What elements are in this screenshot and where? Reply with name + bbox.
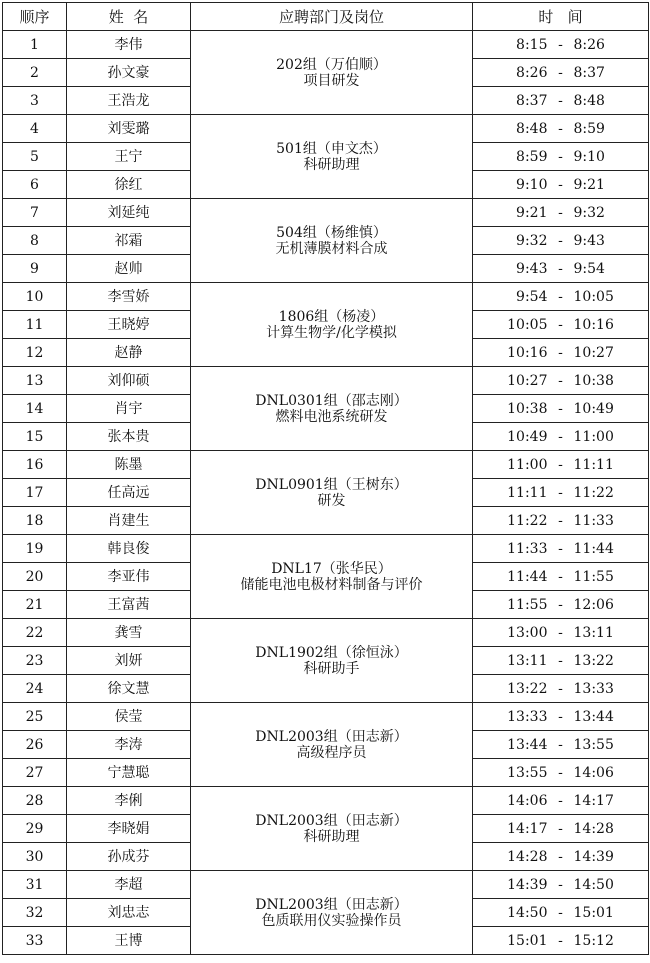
table-row xyxy=(3,31,649,59)
time-end: 10:38 xyxy=(573,372,614,389)
cell-seq: 12 xyxy=(3,339,67,367)
cell-time xyxy=(473,87,649,115)
cell-time xyxy=(473,255,649,283)
cell-seq: 18 xyxy=(3,507,67,535)
cell-time xyxy=(473,171,649,199)
time-end: 9:43 xyxy=(573,232,605,249)
table-row xyxy=(3,787,649,815)
cell-time xyxy=(473,283,649,311)
time-start: 10:27 xyxy=(507,372,548,389)
time-separator: - xyxy=(558,120,563,137)
cell-seq: 26 xyxy=(3,731,67,759)
cell-department xyxy=(191,451,473,535)
cell-name: 王晓婷 xyxy=(67,311,191,339)
cell-time xyxy=(473,899,649,927)
department-post: 色质联用仪实验操作员 xyxy=(261,912,402,929)
department-post: 科研助手 xyxy=(303,660,360,677)
cell-name: 刘延纯 xyxy=(67,199,191,227)
time-start: 15:01 xyxy=(507,932,548,949)
cell-seq: 10 xyxy=(3,283,67,311)
table-row xyxy=(3,703,649,731)
cell-time xyxy=(473,787,649,815)
department-post: 高级程序员 xyxy=(296,744,367,761)
time-start: 14:06 xyxy=(507,792,548,809)
department-post: 计算生物学/化学模拟 xyxy=(266,324,397,341)
cell-time xyxy=(473,759,649,787)
cell-seq: 15 xyxy=(3,423,67,451)
time-end: 13:22 xyxy=(573,652,614,669)
time-separator: - xyxy=(558,680,563,697)
time-end: 13:33 xyxy=(573,680,614,697)
time-end: 11:00 xyxy=(573,428,614,445)
cell-department xyxy=(191,367,473,451)
time-start: 13:44 xyxy=(507,736,548,753)
time-start: 11:44 xyxy=(507,568,548,585)
cell-seq: 31 xyxy=(3,871,67,899)
cell-name: 张本贵 xyxy=(67,423,191,451)
cell-seq: 7 xyxy=(3,199,67,227)
time-start: 13:11 xyxy=(507,652,548,669)
cell-seq: 29 xyxy=(3,815,67,843)
time-end: 13:44 xyxy=(573,708,614,725)
time-end: 10:16 xyxy=(573,316,614,333)
cell-time xyxy=(473,871,649,899)
cell-seq: 3 xyxy=(3,87,67,115)
time-end: 10:27 xyxy=(573,344,614,361)
time-start: 13:00 xyxy=(507,624,548,641)
cell-name: 刘忠志 xyxy=(67,899,191,927)
time-end: 14:28 xyxy=(573,820,614,837)
cell-name: 肖宇 xyxy=(67,395,191,423)
cell-name: 王博 xyxy=(67,927,191,955)
cell-time xyxy=(473,619,649,647)
time-start: 14:39 xyxy=(507,876,548,893)
table-row xyxy=(3,115,649,143)
time-separator: - xyxy=(558,652,563,669)
cell-seq: 9 xyxy=(3,255,67,283)
time-end: 15:12 xyxy=(573,932,614,949)
cell-name: 刘雯璐 xyxy=(67,115,191,143)
cell-seq: 5 xyxy=(3,143,67,171)
time-separator: - xyxy=(558,568,563,585)
time-end: 14:50 xyxy=(573,876,614,893)
time-end: 8:48 xyxy=(573,92,605,109)
time-end: 14:39 xyxy=(573,848,614,865)
cell-time xyxy=(473,115,649,143)
time-separator: - xyxy=(558,176,563,193)
time-separator: - xyxy=(558,708,563,725)
time-separator: - xyxy=(558,764,563,781)
cell-time xyxy=(473,199,649,227)
cell-time xyxy=(473,731,649,759)
cell-seq: 22 xyxy=(3,619,67,647)
cell-time xyxy=(473,59,649,87)
time-end: 12:06 xyxy=(573,596,614,613)
cell-department xyxy=(191,871,473,955)
time-separator: - xyxy=(558,148,563,165)
cell-seq: 21 xyxy=(3,591,67,619)
table-row xyxy=(3,283,649,311)
time-end: 14:17 xyxy=(573,792,614,809)
cell-seq: 32 xyxy=(3,899,67,927)
department-group: 202组（万伯顺） xyxy=(276,56,387,73)
cell-time xyxy=(473,227,649,255)
table-header xyxy=(3,3,649,31)
time-start: 11:11 xyxy=(507,484,548,501)
department-group: DNL2003组（田志新） xyxy=(255,896,408,913)
time-end: 10:49 xyxy=(573,400,614,417)
cell-department xyxy=(191,283,473,367)
interview-schedule-table xyxy=(2,2,649,955)
department-post: 燃料电池系统研发 xyxy=(275,408,388,425)
time-separator: - xyxy=(558,260,563,277)
department-group: DNL0901组（王树东） xyxy=(255,476,408,493)
time-separator: - xyxy=(558,204,563,221)
cell-name: 李俐 xyxy=(67,787,191,815)
time-end: 8:26 xyxy=(573,36,605,53)
cell-seq: 11 xyxy=(3,311,67,339)
cell-seq: 30 xyxy=(3,843,67,871)
cell-name: 任高远 xyxy=(67,479,191,507)
time-separator: - xyxy=(558,904,563,921)
time-end: 11:44 xyxy=(573,540,614,557)
cell-seq: 33 xyxy=(3,927,67,955)
time-start: 11:55 xyxy=(507,596,548,613)
cell-seq: 19 xyxy=(3,535,67,563)
department-post: 储能电池电极材料制备与评价 xyxy=(240,576,423,593)
cell-seq: 16 xyxy=(3,451,67,479)
department-post: 项目研发 xyxy=(303,72,360,89)
time-separator: - xyxy=(558,876,563,893)
cell-seq: 14 xyxy=(3,395,67,423)
department-group: DNL2003组（田志新） xyxy=(255,728,408,745)
time-start: 9:32 xyxy=(516,232,548,249)
cell-department xyxy=(191,787,473,871)
time-start: 9:21 xyxy=(516,204,548,221)
cell-time xyxy=(473,507,649,535)
time-start: 10:16 xyxy=(507,344,548,361)
time-end: 9:54 xyxy=(573,260,605,277)
time-end: 10:05 xyxy=(573,288,614,305)
cell-name: 宁慧聪 xyxy=(67,759,191,787)
cell-time xyxy=(473,143,649,171)
cell-time xyxy=(473,479,649,507)
cell-time xyxy=(473,563,649,591)
cell-name: 赵帅 xyxy=(67,255,191,283)
cell-time xyxy=(473,367,649,395)
cell-name: 王浩龙 xyxy=(67,87,191,115)
time-start: 9:43 xyxy=(516,260,548,277)
time-separator: - xyxy=(558,596,563,613)
cell-department xyxy=(191,619,473,703)
cell-department xyxy=(191,31,473,115)
cell-seq: 8 xyxy=(3,227,67,255)
cell-time xyxy=(473,451,649,479)
cell-time xyxy=(473,31,649,59)
cell-seq: 1 xyxy=(3,31,67,59)
cell-name: 侯莹 xyxy=(67,703,191,731)
time-separator: - xyxy=(558,64,563,81)
cell-name: 李超 xyxy=(67,871,191,899)
department-post: 无机薄膜材料合成 xyxy=(275,240,388,257)
time-separator: - xyxy=(558,372,563,389)
cell-seq: 24 xyxy=(3,675,67,703)
header-name: 姓 名 xyxy=(67,3,191,31)
cell-name: 刘仰硕 xyxy=(67,367,191,395)
time-start: 8:15 xyxy=(516,36,548,53)
cell-time xyxy=(473,591,649,619)
cell-seq: 27 xyxy=(3,759,67,787)
time-separator: - xyxy=(558,316,563,333)
header-dept: 应聘部门及岗位 xyxy=(191,3,473,31)
time-separator: - xyxy=(558,932,563,949)
table-row xyxy=(3,451,649,479)
table-row xyxy=(3,871,649,899)
time-separator: - xyxy=(558,344,563,361)
cell-time xyxy=(473,815,649,843)
time-separator: - xyxy=(558,484,563,501)
cell-time xyxy=(473,675,649,703)
time-start: 8:26 xyxy=(516,64,548,81)
time-start: 14:17 xyxy=(507,820,548,837)
cell-department xyxy=(191,535,473,619)
cell-seq: 2 xyxy=(3,59,67,87)
time-start: 9:10 xyxy=(516,176,548,193)
time-start: 9:54 xyxy=(516,288,548,305)
time-end: 13:55 xyxy=(573,736,614,753)
time-end: 13:11 xyxy=(573,624,614,641)
cell-time xyxy=(473,843,649,871)
cell-name: 祁霜 xyxy=(67,227,191,255)
cell-name: 肖建生 xyxy=(67,507,191,535)
time-separator: - xyxy=(558,36,563,53)
department-post: 研发 xyxy=(317,492,346,509)
table-row xyxy=(3,367,649,395)
time-start: 13:33 xyxy=(507,708,548,725)
department-group: 501组（申文杰） xyxy=(276,140,387,157)
cell-time xyxy=(473,927,649,955)
time-start: 11:22 xyxy=(507,512,548,529)
cell-time xyxy=(473,535,649,563)
cell-name: 孙文豪 xyxy=(67,59,191,87)
department-group: DNL2003组（田志新） xyxy=(255,812,408,829)
cell-name: 陈墨 xyxy=(67,451,191,479)
cell-name: 李亚伟 xyxy=(67,563,191,591)
time-end: 11:22 xyxy=(573,484,614,501)
department-group: 1806组（杨凌） xyxy=(278,308,385,325)
time-end: 11:11 xyxy=(573,456,614,473)
cell-time xyxy=(473,703,649,731)
time-start: 8:59 xyxy=(516,148,548,165)
cell-name: 李晓娟 xyxy=(67,815,191,843)
time-end: 11:33 xyxy=(573,512,614,529)
cell-time xyxy=(473,423,649,451)
time-separator: - xyxy=(558,400,563,417)
department-post: 科研助理 xyxy=(303,156,360,173)
cell-name: 韩良俊 xyxy=(67,535,191,563)
cell-name: 李涛 xyxy=(67,731,191,759)
table-row xyxy=(3,199,649,227)
cell-seq: 25 xyxy=(3,703,67,731)
cell-department xyxy=(191,199,473,283)
time-start: 8:48 xyxy=(516,120,548,137)
cell-time xyxy=(473,647,649,675)
cell-seq: 6 xyxy=(3,171,67,199)
time-end: 11:55 xyxy=(573,568,614,585)
cell-seq: 23 xyxy=(3,647,67,675)
time-start: 14:28 xyxy=(507,848,548,865)
time-separator: - xyxy=(558,736,563,753)
time-end: 14:06 xyxy=(573,764,614,781)
time-separator: - xyxy=(558,92,563,109)
time-separator: - xyxy=(558,232,563,249)
time-start: 10:38 xyxy=(507,400,548,417)
time-end: 8:59 xyxy=(573,120,605,137)
time-end: 9:10 xyxy=(573,148,605,165)
cell-name: 李雪娇 xyxy=(67,283,191,311)
header-row xyxy=(3,3,649,31)
cell-name: 龚雪 xyxy=(67,619,191,647)
cell-seq: 20 xyxy=(3,563,67,591)
cell-name: 李伟 xyxy=(67,31,191,59)
time-separator: - xyxy=(558,624,563,641)
cell-name: 王宁 xyxy=(67,143,191,171)
time-start: 10:49 xyxy=(507,428,548,445)
time-end: 8:37 xyxy=(573,64,605,81)
time-end: 15:01 xyxy=(573,904,614,921)
time-start: 10:05 xyxy=(507,316,548,333)
cell-time xyxy=(473,339,649,367)
header-time: 时 间 xyxy=(473,3,649,31)
cell-time xyxy=(473,395,649,423)
time-start: 14:50 xyxy=(507,904,548,921)
time-separator: - xyxy=(558,428,563,445)
table-row xyxy=(3,619,649,647)
cell-seq: 17 xyxy=(3,479,67,507)
time-end: 9:21 xyxy=(573,176,605,193)
time-separator: - xyxy=(558,792,563,809)
time-separator: - xyxy=(558,820,563,837)
cell-name: 徐红 xyxy=(67,171,191,199)
cell-seq: 13 xyxy=(3,367,67,395)
time-start: 13:55 xyxy=(507,764,548,781)
cell-seq: 4 xyxy=(3,115,67,143)
time-separator: - xyxy=(558,288,563,305)
time-separator: - xyxy=(558,512,563,529)
cell-department xyxy=(191,703,473,787)
time-start: 13:22 xyxy=(507,680,548,697)
cell-department xyxy=(191,115,473,199)
table-body xyxy=(3,31,649,955)
time-start: 8:37 xyxy=(516,92,548,109)
time-separator: - xyxy=(558,456,563,473)
cell-name: 刘妍 xyxy=(67,647,191,675)
cell-name: 孙成芬 xyxy=(67,843,191,871)
cell-name: 王富茜 xyxy=(67,591,191,619)
department-group: DNL17（张华民） xyxy=(271,560,392,577)
cell-name: 赵静 xyxy=(67,339,191,367)
time-separator: - xyxy=(558,848,563,865)
time-start: 11:00 xyxy=(507,456,548,473)
time-separator: - xyxy=(558,540,563,557)
cell-seq: 28 xyxy=(3,787,67,815)
department-post: 科研助理 xyxy=(303,828,360,845)
table-row xyxy=(3,535,649,563)
time-end: 9:32 xyxy=(573,204,605,221)
header-seq: 顺序 xyxy=(3,3,67,31)
cell-name: 徐文慧 xyxy=(67,675,191,703)
cell-time xyxy=(473,311,649,339)
department-group: DNL0301组（邵志刚） xyxy=(255,392,408,409)
department-group: DNL1902组（徐恒泳） xyxy=(255,644,408,661)
time-start: 11:33 xyxy=(507,540,548,557)
department-group: 504组（杨维慎） xyxy=(276,224,387,241)
